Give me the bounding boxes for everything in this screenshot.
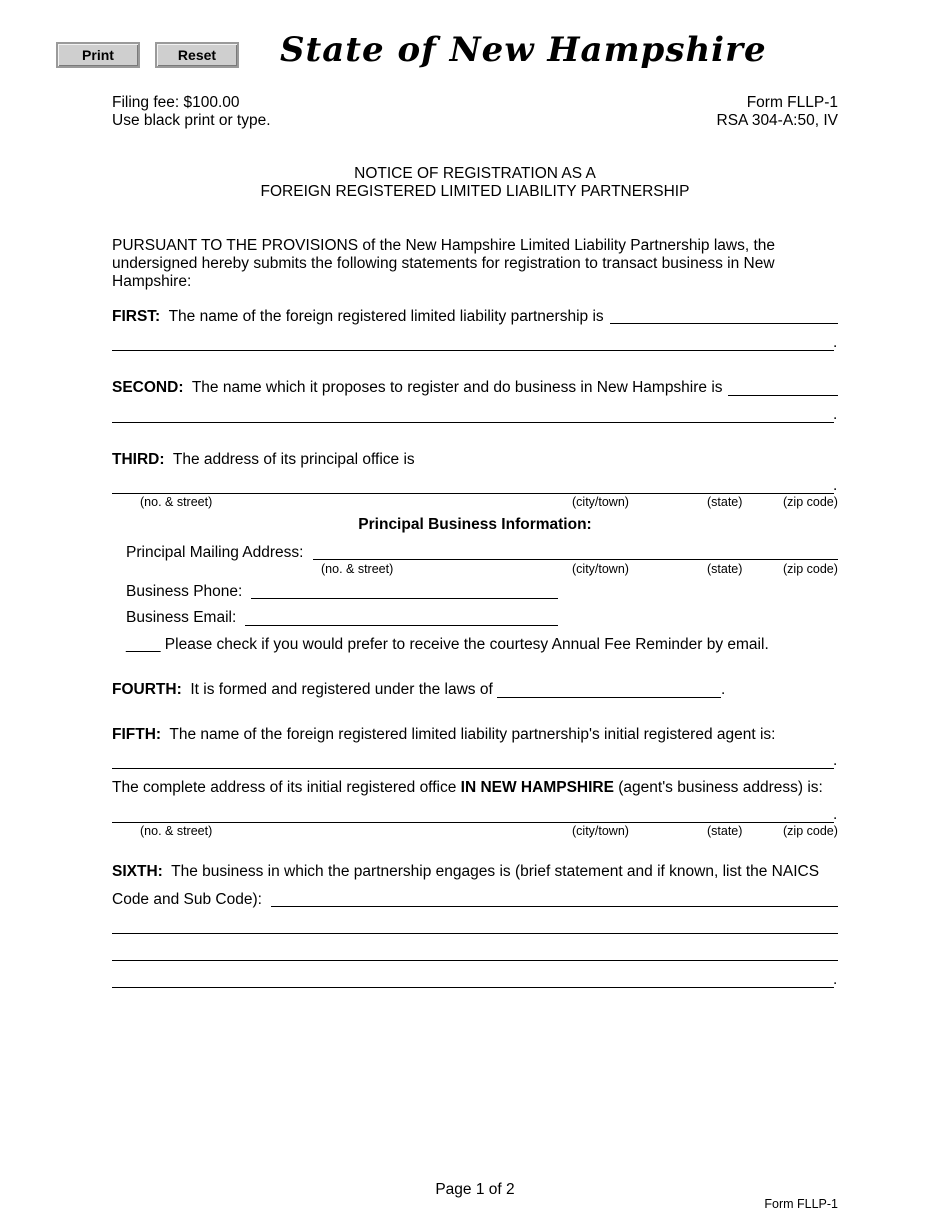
period: . — [721, 681, 726, 698]
business-description-field-3[interactable] — [112, 942, 838, 961]
first-statement — [112, 308, 604, 326]
caption-zip: (zip code) — [783, 824, 838, 838]
period: . — [833, 406, 838, 423]
third-label: THIRD: — [112, 451, 165, 468]
statute: RSA 304-A:50, IV — [716, 112, 838, 129]
email-reminder-checkbox[interactable]: ____ — [126, 636, 161, 653]
business-phone-label: Business Phone: — [126, 583, 243, 600]
period: . — [833, 477, 838, 494]
business-email-label: Business Email: — [126, 609, 237, 626]
principal-office-address-field[interactable] — [112, 475, 834, 494]
business-description-field-1[interactable] — [271, 888, 838, 907]
partnership-name-field-2[interactable] — [112, 332, 834, 351]
third-statement — [112, 451, 415, 469]
caption-street: (no. & street) — [140, 495, 213, 509]
period: . — [833, 971, 838, 988]
business-description-field-2[interactable] — [112, 915, 838, 934]
filing-fee: Filing fee: $100.00 — [112, 94, 240, 111]
registered-office-text-end: (agent's business address) is: — [618, 779, 823, 796]
sixth-label: SIXTH: — [112, 863, 163, 880]
second-label: SECOND: — [112, 379, 184, 396]
email-reminder-option — [126, 636, 769, 654]
principal-business-heading: Principal Business Information: — [358, 516, 592, 533]
business-description-field-4[interactable] — [112, 969, 834, 988]
notice-title-line2: FOREIGN REGISTERED LIMITED LIABILITY PARTNERSHIP — [260, 183, 690, 200]
registered-agent-field[interactable] — [112, 750, 834, 769]
fourth-text: It is formed and registered under the laws of — [190, 681, 493, 698]
print-button[interactable]: Print — [56, 42, 140, 68]
caption-city: (city/town) — [572, 495, 629, 509]
caption-state: (state) — [707, 495, 743, 509]
caption-city: (city/town) — [572, 824, 629, 838]
period: . — [833, 806, 838, 823]
fifth-statement — [112, 726, 775, 744]
caption-city: (city/town) — [572, 562, 629, 576]
proposed-name-field-1[interactable] — [728, 377, 838, 396]
period: . — [833, 752, 838, 769]
in-new-hampshire: IN NEW HAMPSHIRE — [460, 779, 614, 796]
fifth-label: FIFTH: — [112, 726, 162, 743]
intro-line3: Hampshire: — [112, 273, 192, 290]
fourth-label: FOURTH: — [112, 681, 182, 698]
caption-zip: (zip code) — [783, 495, 838, 509]
sixth-statement — [112, 863, 819, 881]
intro-line2: undersigned hereby submits the following statements for registration to transact business in New — [112, 255, 775, 272]
reset-button[interactable]: Reset — [155, 42, 239, 68]
form-id: Form FLLP-1 — [746, 94, 838, 111]
third-text: The address of its principal office is — [172, 451, 415, 468]
registered-office-address-field[interactable] — [112, 804, 834, 823]
period: . — [833, 334, 838, 351]
business-email-field[interactable] — [245, 607, 558, 626]
caption-state: (state) — [707, 562, 743, 576]
fourth-statement — [112, 681, 493, 699]
partnership-name-field-1[interactable] — [610, 305, 838, 324]
registered-office-statement — [112, 779, 823, 797]
sixth-text: The business in which the partnership engages is (brief statement and if known, list the NAICS — [171, 863, 820, 880]
page-number: Page 1 of 2 — [435, 1181, 515, 1198]
email-reminder-text: Please check if you would prefer to receive the courtesy Annual Fee Reminder by email. — [164, 636, 769, 653]
first-label: FIRST: — [112, 308, 161, 325]
caption-state: (state) — [707, 824, 743, 838]
instructions: Use black print or type. — [112, 112, 271, 129]
business-phone-field[interactable] — [251, 580, 558, 599]
mailing-address-label: Principal Mailing Address: — [126, 544, 304, 561]
first-text: The name of the foreign registered limited liability partnership is — [168, 308, 604, 325]
intro-line1: PURSUANT TO THE PROVISIONS of the New Hampshire Limited Liability Partnership laws, the — [112, 237, 776, 254]
caption-street: (no. & street) — [140, 824, 213, 838]
caption-street: (no. & street) — [321, 562, 394, 576]
proposed-name-field-2[interactable] — [112, 404, 834, 423]
state-title: State of New Hampshire — [280, 30, 767, 70]
caption-zip: (zip code) — [783, 562, 838, 576]
second-statement — [112, 379, 723, 397]
registered-office-text: The complete address of its initial registered office — [112, 779, 457, 796]
notice-title-line1: NOTICE OF REGISTRATION AS A — [354, 165, 596, 182]
fifth-text: The name of the foreign registered limited liability partnership's initial registered agent is: — [169, 726, 776, 743]
mailing-address-field[interactable] — [313, 541, 838, 560]
footer-form-id: Form FLLP-1 — [764, 1197, 838, 1211]
formation-jurisdiction-field[interactable] — [497, 679, 721, 698]
second-text: The name which it proposes to register and do business in New Hampshire is — [191, 379, 723, 396]
sixth-text-cont: Code and Sub Code): — [112, 891, 262, 908]
